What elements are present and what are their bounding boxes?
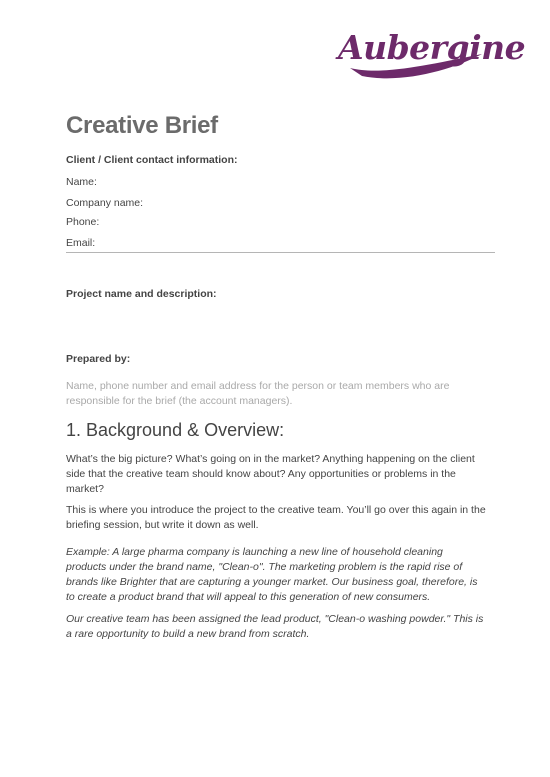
- field-name: Name:: [66, 176, 97, 188]
- prepared-by-heading: Prepared by:: [66, 353, 131, 365]
- field-phone: Phone:: [66, 216, 100, 228]
- section-divider: [66, 252, 495, 253]
- background-heading: 1. Background & Overview:: [66, 420, 285, 440]
- logo-wordmark: Aubergine: [338, 28, 526, 67]
- field-email: Email:: [66, 237, 96, 249]
- background-paragraph-1: What’s the big picture? What’s going on in the market? Anything happening on the client side that the creative team should know about? Any opportunities or problems in the market?: [66, 453, 475, 495]
- page-title: Creative Brief: [66, 112, 218, 139]
- field-company-name: Company name:: [66, 197, 144, 209]
- prepared-by-placeholder: Name, phone number and email address for the person or team members who are responsible for the brief (the account managers).: [66, 380, 450, 407]
- client-heading: Client / Client contact information:: [66, 154, 238, 166]
- background-paragraph-2: This is where you introduce the project to the creative team. You’ll go over this again in the briefing session, but write it down as well.: [66, 504, 486, 531]
- background-team-paragraph: Our creative team has been assigned the lead product, "Clean-o washing powder." This is a rare opportunity to build a new brand from scratch.: [66, 613, 484, 640]
- brand-logo: [332, 24, 526, 86]
- background-example-paragraph: Example: A large pharma company is launching a new line of household cleaning products under the brand name, "Clean-o". The marketing problem is the rapid rise of brands like Brighter that are capturing a younger market. Our business goal, therefore, is to create a product brand that will appeal to this generation of new consumers.: [66, 546, 478, 603]
- project-heading: Project name and description:: [66, 288, 217, 300]
